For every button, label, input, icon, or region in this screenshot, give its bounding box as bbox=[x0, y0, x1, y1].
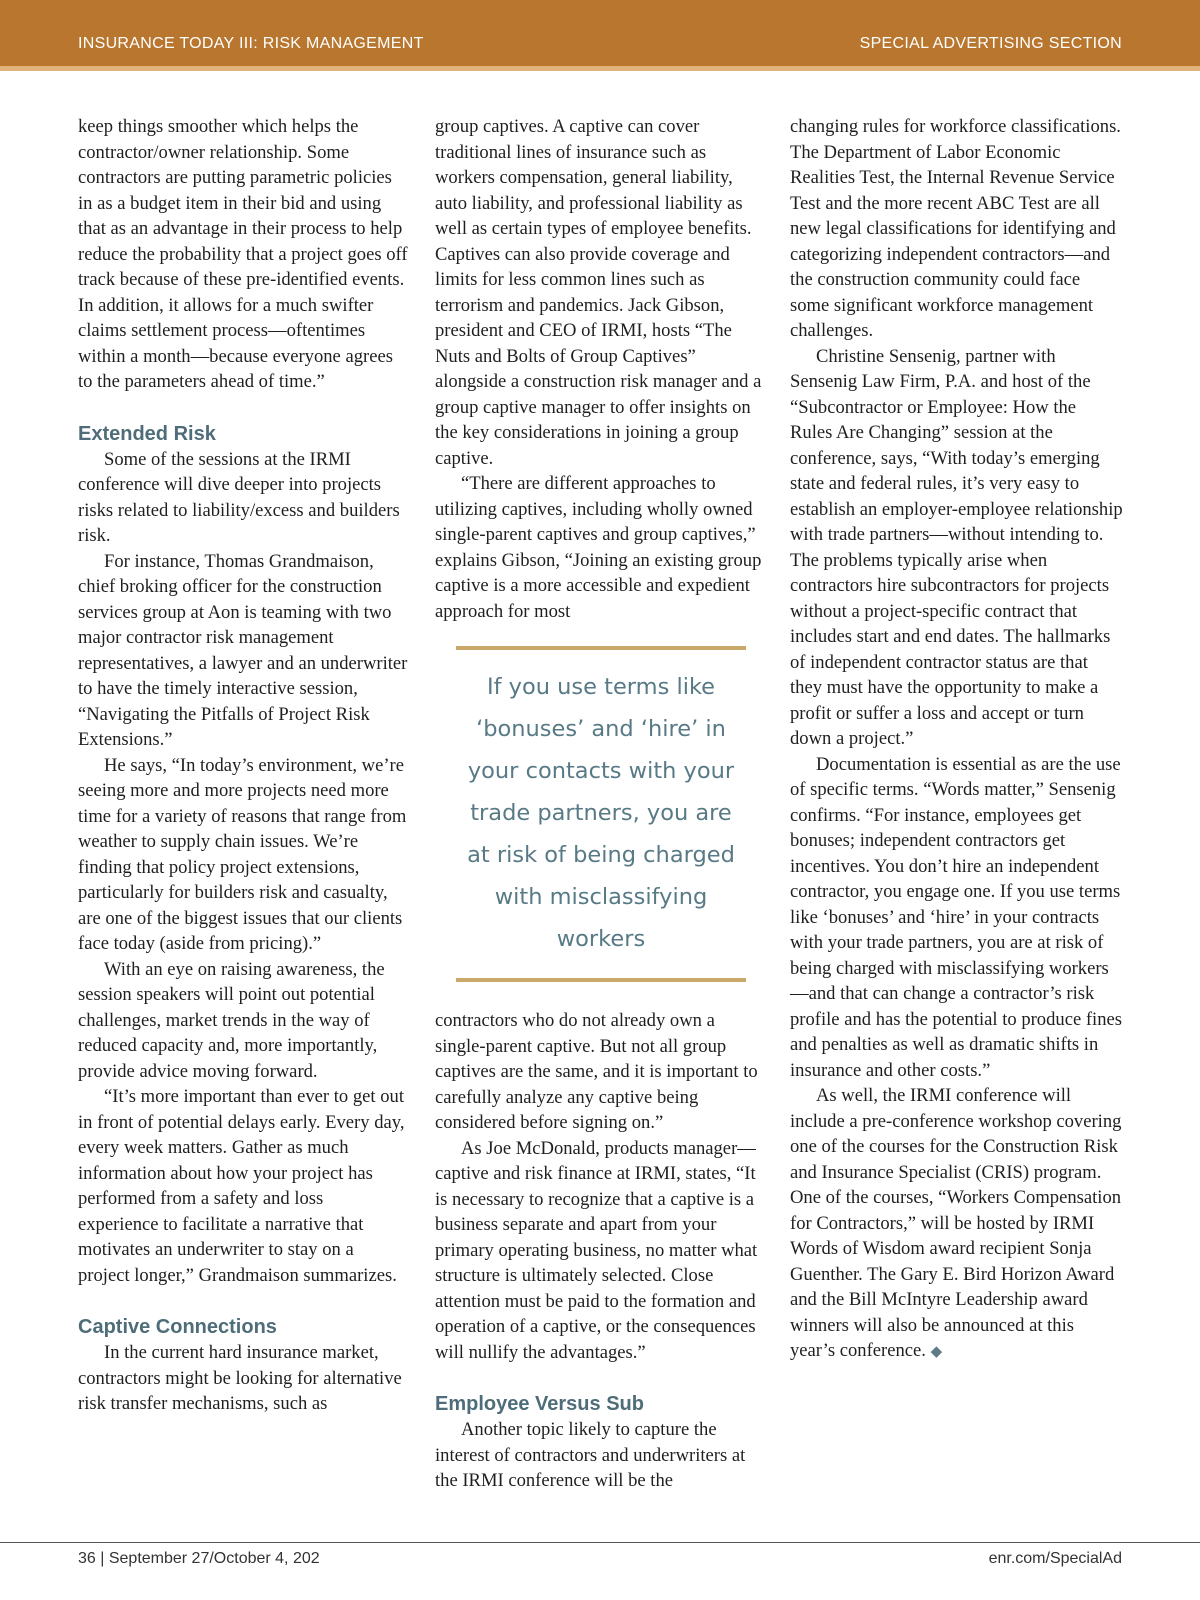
paragraph: Some of the sessions at the IRMI conference will dive deeper into projects risks related to liability/excess and builders risk. bbox=[78, 448, 400, 546]
subheading-extended-risk: Extended Risk bbox=[78, 422, 216, 445]
paragraph: Another topic likely to capture the interest of contractors and underwriters at the IRMI conference will be the bbox=[435, 1419, 746, 1491]
column-2 bbox=[435, 114, 765, 1494]
page-header-bar bbox=[0, 0, 1200, 66]
pull-quote: If you use terms like ‘bonuses’ and ‘hire’ in your contacts with your trade partners, you are at risk of being charged with misclassifying workers bbox=[456, 646, 746, 982]
paragraph: contractors who do not already own a single-parent captive. But not all group captives are the same, and it is important to carefully analyze any captive being considered before signing on.” bbox=[435, 1010, 758, 1133]
paragraph: In the current hard insurance market, contractors might be looking for alternative risk transfer mechanisms, such as bbox=[78, 1342, 402, 1414]
section-title: INSURANCE TODAY III: RISK MANAGEMENT bbox=[78, 35, 424, 52]
page-number-date: 36 | September 27/October 4, 202 bbox=[78, 1550, 320, 1567]
paragraph: “There are different approaches to utilizing captives, including wholly owned single-parent captives and group captives,” explains Gibson, “Joining an existing group captive is a more accessible and expedient approach for most bbox=[435, 473, 762, 622]
paragraph bbox=[790, 1083, 1123, 1366]
paragraph: As Joe McDonald, products manager—captive and risk finance at IRMI, states, “It is necessary to recognize that a captive is a business separate and apart from your primary operating business, no matter what structure is ultimately selected. Close attention must be paid to the formation and operation of a captive, or the consequences will nullify the advantages.” bbox=[435, 1137, 758, 1363]
paragraph: For instance, Thomas Grandmaison, chief broking officer for the construction services group at Aon is teaming with two major contractor risk management representatives, a lawyer and an underwriter to have the timely interactive session, “Navigating the Pitfalls of Project Risk Extensions.” bbox=[78, 550, 408, 750]
end-mark-icon: ◆ bbox=[930, 1344, 943, 1360]
paragraph: With an eye on raising awareness, the session speakers will point out potential challenges, market trends in the way of reduced capacity and, more importantly, provide advice moving forward. bbox=[78, 958, 385, 1082]
footer-divider bbox=[0, 1542, 1200, 1543]
advertising-label: SPECIAL ADVERTISING SECTION bbox=[859, 35, 1122, 52]
paragraph: “It’s more important than ever to get out in front of potential delays early. Every day, every week matters. Gather as much information about how your project has performed from a safety and loss experience to facilitate a narrative that motivates an underwriter to stay on a project longer,” Grandmaison summarizes. bbox=[78, 1086, 405, 1286]
paragraph: group captives. A captive can cover traditional lines of insurance such as workers compensation, general liability, auto liability, and professional liability as well as certain types of employee benefits. Captives can also provide coverage and limits for less common lines such as terrorism and pandemics. Jack Gibson, president and CEO of IRMI, hosts “The Nuts and Bolts of Group Captives” alongside a construction risk manager and a group captive manager to offer insights on the key considerations in joining a group captive. bbox=[435, 116, 762, 469]
subheading-employee-versus-sub: Employee Versus Sub bbox=[435, 1393, 644, 1415]
paragraph: He says, “In today’s environment, we’re seeing more and more projects need more time for a variety of reasons that range from weather to supply chain issues. We’re finding that policy project extensions, particularly for builders risk and casualty, are one of the biggest issues that our clients face today (aside from pricing).” bbox=[78, 754, 407, 954]
paragraph: Documentation is essential as are the use of specific terms. “Words matter,” Sensenig confirms. “For instance, employees get bonuses; independent contractors get incentives. You don’t hire an independent contractor, you engage one. If you use terms like ‘bonuses’ and ‘hire’ in your contracts with your trade partners, you are at risk of being charged with misclassifying workers—and that can change a contractor’s risk profile and has the potential to produce fines and penalties as well as dramatic shifts in insurance and other costs.” bbox=[790, 753, 1123, 1081]
column-1 bbox=[78, 114, 408, 1417]
paragraph-text: As well, the IRMI conference will include a pre-conference workshop covering one of the courses for the Construction Risk and Insurance Specialist (CRIS) program. One of the courses, “Workers Compensation for Contractors,” will be hosted by IRMI Words of Wisdom award recipient Sonja Guenther. The Gary E. Bird Horizon Award and the Bill McIntyre Leadership award winners will also be announced at this year’s conference. bbox=[790, 1085, 1122, 1361]
column-3 bbox=[790, 114, 1123, 1366]
paragraph: Christine Sensenig, partner with Sensenig Law Firm, P.A. and host of the “Subcontractor or Employee: How the Rules Are Changing” session at the conference, says, “With today’s emerging state and federal rules, it’s very easy to establish an employer-employee relationship with trade partners—without intending to. The problems typically arise when contractors hire subcontractors for projects without a project-specific contract that includes start and end dates. The hallmarks of independent contractor status are that they must have the opportunity to make a profit or suffer a loss and accept or turn down a project.” bbox=[790, 345, 1123, 749]
paragraph: keep things smoother which helps the contractor/owner relationship. Some contractors are putting parametric policies in as a budget item in their bid and using that as an advantage in their process to help reduce the probability that a project goes off track because of these pre-identified events. In addition, it allows for a much swifter claims settlement process—oftentimes within a month—because everyone agrees to the parameters ahead of time.” bbox=[78, 116, 408, 392]
subheading-captive-connections: Captive Connections bbox=[78, 1316, 277, 1338]
paragraph: changing rules for workforce classifications. The Department of Labor Economic Realities Test, the Internal Revenue Service Test and the more recent ABC Test are all new legal classifications for identifying and categorizing independent contractors—and the construction community could face some significant workforce management challenges. bbox=[790, 116, 1121, 341]
footer-url[interactable]: enr.com/SpecialAd bbox=[988, 1550, 1122, 1567]
header-divider bbox=[0, 66, 1200, 71]
